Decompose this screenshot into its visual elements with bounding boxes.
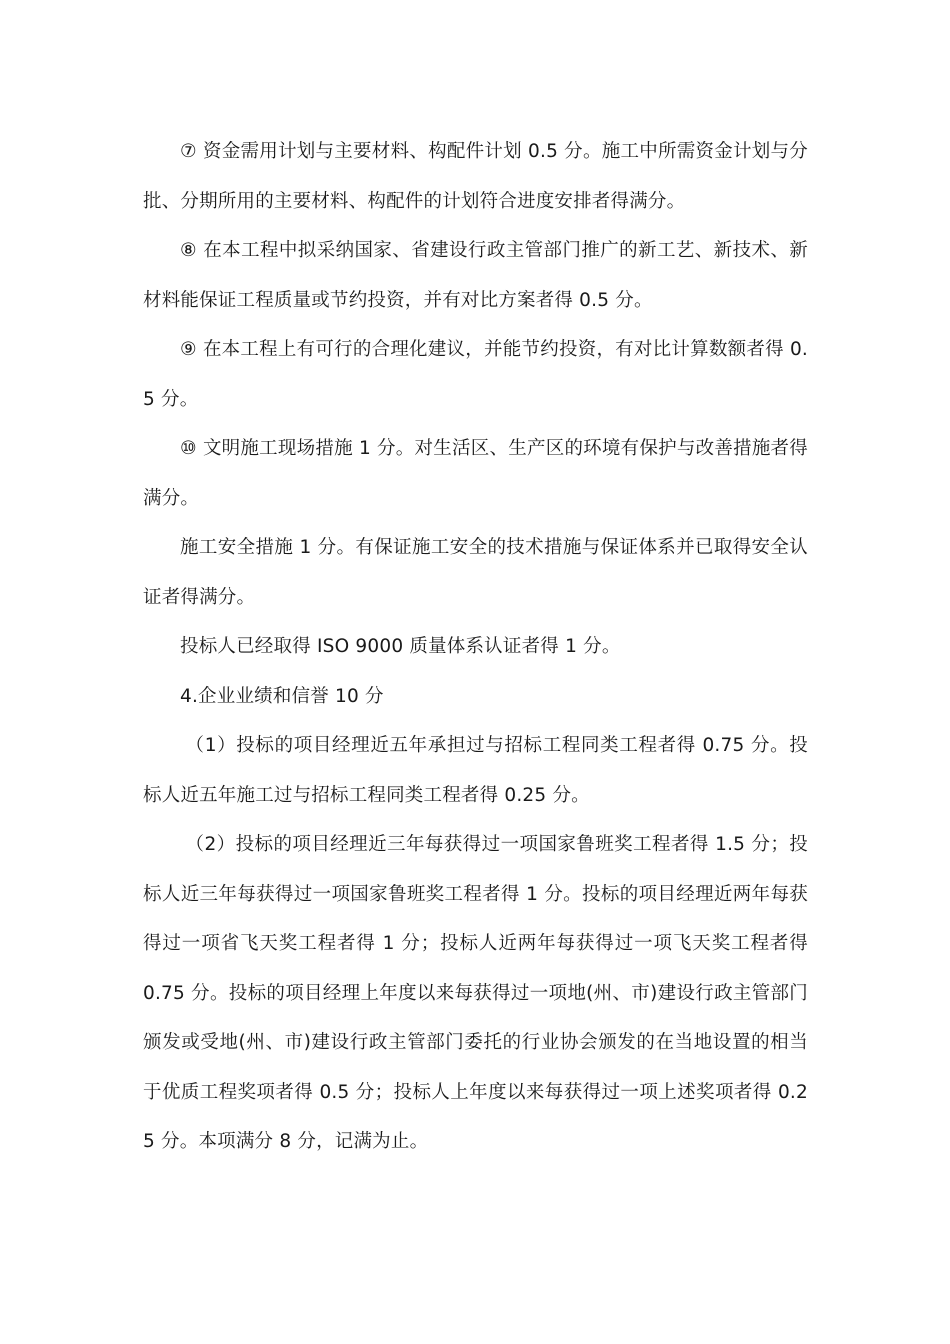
paragraph-item-10-civilized-construction: ⑩ 文明施工现场措施 1 分。对生活区、生产区的环境有保护与改善措施者得满分。 bbox=[143, 438, 808, 509]
section-heading-performance-reputation: 4.企业业绩和信誉 10 分 bbox=[180, 685, 384, 707]
paragraph-iso-certification: 投标人已经取得 ISO 9000 质量体系认证者得 1 分。 bbox=[180, 636, 621, 657]
paragraph-safety-measures: 施工安全措施 1 分。有保证施工安全的技术措施与保证体系并已取得安全认证者得满分。 bbox=[143, 537, 808, 608]
paragraph-performance-item-1: （1）投标的项目经理近五年承担过与招标工程同类工程者得 0.75 分。投标人近五年施工过与招标工程同类工程者得 0.25 分。 bbox=[143, 735, 808, 806]
paragraph-performance-item-2: （2）投标的项目经理近三年每获得过一项国家鲁班奖工程者得 1.5 分；投标人近三年每获得过一项国家鲁班奖工程者得 1 分。投标的项目经理近两年每获得过一项省飞天奖工程者得 1 分；投标人近两年每获得过一项飞天奖工程者得 0.75 分。投标的项目经理上年度以来每获得过一项地(州、市)建设行政主管部门颁发或受地(州、市)建设行政主管部门委托的行业协会颁发的在当地设置的相当于优质工程奖项者得 0.5 分；投标人上年度以来每获得过一项上述奖项者得 0.25 分。本项满分 8 分，记满为止。 bbox=[143, 834, 808, 1152]
paragraph-item-9-rationalization: ⑨ 在本工程上有可行的合理化建议，并能节约投资，有对比计算数额者得 0.5 分。 bbox=[143, 339, 808, 410]
document-body bbox=[143, 127, 808, 1167]
paragraph-item-7-funding-plan: ⑦ 资金需用计划与主要材料、构配件计划 0.5 分。施工中所需资金计划与分批、分期所用的主要材料、构配件的计划符合进度安排者得满分。 bbox=[143, 141, 808, 212]
paragraph-item-8-new-technology: ⑧ 在本工程中拟采纳国家、省建设行政主管部门推广的新工艺、新技术、新材料能保证工程质量或节约投资，并有对比方案者得 0.5 分。 bbox=[143, 240, 808, 311]
